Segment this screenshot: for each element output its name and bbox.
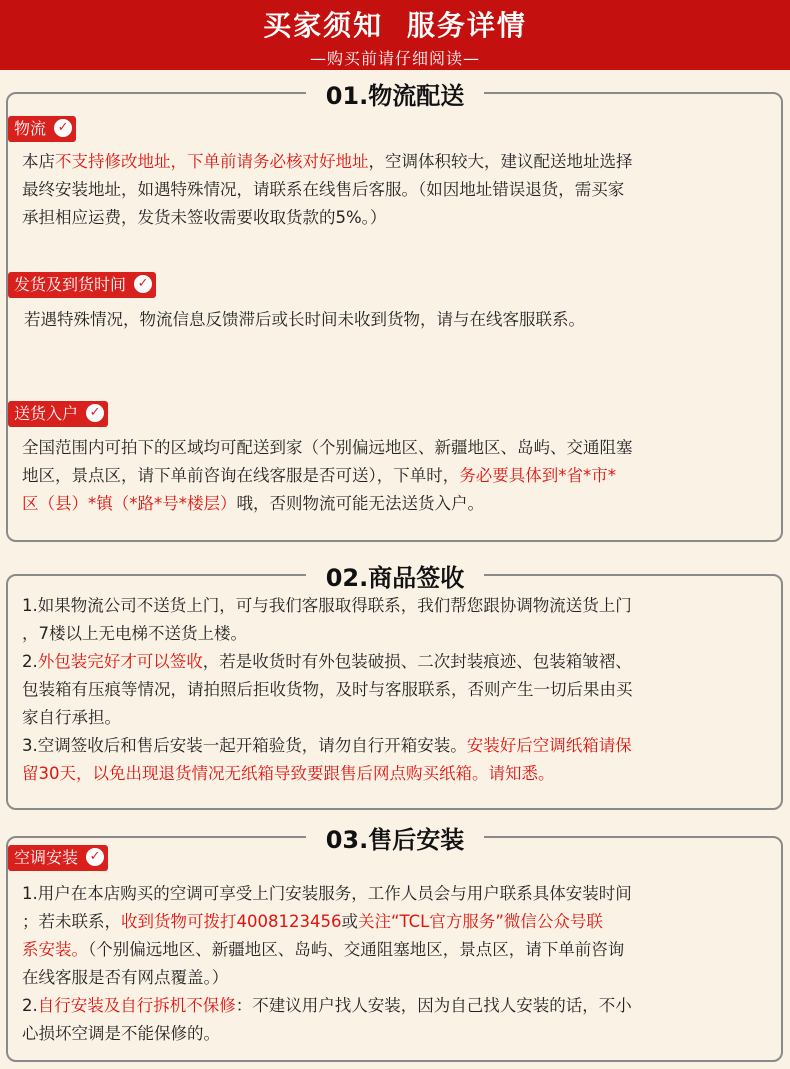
- header-title-right: 服务详情: [406, 9, 527, 42]
- text-section2-l3a: 2.: [22, 652, 38, 671]
- check-circle-icon: ✓: [86, 404, 104, 422]
- section-receipt-title: [0, 558, 790, 593]
- text-section3-l2a: ；若未联系，: [22, 912, 121, 931]
- text-section1-delivery-line3b: 哦，否则物流可能无法送货入户。: [236, 494, 484, 513]
- text-section3-l2-red2: 关注“TCL官方服务”微信公众号联: [357, 912, 603, 931]
- text-section1-delivery-line3-red: 区（县）*镇（*路*号*楼层）: [22, 494, 237, 513]
- check-circle-icon: ✓: [54, 119, 72, 137]
- installation-paragraph: [22, 880, 782, 1048]
- text-section2-l6-red: 安装好后空调纸箱请保: [466, 736, 632, 755]
- header-title-left: 买家须知: [263, 9, 384, 42]
- text-line: [22, 908, 782, 936]
- section-installation-title: [0, 820, 790, 855]
- text-section1-tag-delivery: 送货入户: [14, 404, 79, 423]
- text-section3-l6: 心损坏空调是不能保修的。: [22, 1024, 220, 1043]
- text-section1-tag-shipping: 发货及到货时间: [14, 275, 127, 294]
- text-section2-l2: ，7楼以上无电梯不送货上楼。: [22, 624, 247, 643]
- text-section3-l2b: 或: [341, 912, 358, 931]
- text-section1-logistics-red1: 不支持修改地址，下单前请务必核对好地址: [55, 152, 369, 171]
- text-section3-title: 03.售后安装: [306, 820, 485, 855]
- text-section1-shipping-text: 若遇特殊情况，物流信息反馈滞后或长时间未收到货物，请与在线客服联系。: [24, 310, 585, 329]
- text-section3-l1: 1.用户在本店购买的空调可享受上门安装服务，工作人员会与用户联系具体安装时间: [22, 884, 632, 903]
- text-section2-l3b: ，若是收货时有外包装破损、二次封装痕迹、包装箱皱褶、: [202, 652, 632, 671]
- text-line: [22, 462, 782, 490]
- text-line: [22, 648, 782, 676]
- tag-ac-installation: [8, 845, 108, 871]
- header-title: [0, 0, 790, 44]
- text-section2-l7-red: 留30天，以免出现退货情况无纸箱导致要跟售后网点购买纸箱。请知悉。: [22, 764, 555, 783]
- text-line: [22, 148, 782, 176]
- text-section1-logistics-line3: 承担相应运费，发货未签收需要收取货款的5%。）: [22, 208, 387, 227]
- delivery-paragraph: [22, 434, 782, 518]
- text-section2-l1: 1.如果物流公司不送货上门，可与我们客服取得联系，我们帮您跟协调物流送货上门: [22, 596, 632, 615]
- section-logistics-title: [0, 76, 790, 111]
- text-section3-l5-red: 自行安装及自行拆机不保修: [37, 996, 236, 1015]
- tag-logistics: [8, 116, 76, 142]
- text-section1-title: 01.物流配送: [306, 76, 485, 111]
- text-section1-delivery-line2a: 地区，景点区，请下单前咨询在线客服是否可送），下单时，: [22, 466, 460, 485]
- receipt-paragraph: [22, 592, 782, 788]
- text-section2-l4: 包装箱有压痕等情况，请拍照后拒收货物，及时与客服联系，否则产生一切后果由买: [22, 680, 633, 699]
- logistics-paragraph: [22, 148, 782, 232]
- tag-shipping-time: [8, 272, 156, 298]
- text-section1-tag-logistics: 物流: [14, 119, 47, 138]
- text-section1-logistics-line2: 最终安装地址，如遇特殊情况，请联系在线售后客服。（如因地址错误退货，需买家: [22, 180, 625, 199]
- text-section3-l3b: （个别偏远地区、新疆地区、岛屿、交通阻塞地区，景点区，请下单前咨询: [88, 940, 625, 959]
- text-line: [22, 936, 782, 964]
- header-subtitle: —购买前请仔细阅读—: [309, 49, 480, 68]
- shipping-paragraph: [24, 306, 784, 334]
- text-section3-l5a: 2.: [22, 996, 38, 1015]
- text-line: [22, 732, 782, 760]
- text-line: [22, 490, 782, 518]
- text-section3-l4: 在线客服是否有网点覆盖。）: [22, 968, 229, 987]
- text-section1-logistics-p1: 本店: [22, 152, 55, 171]
- text-section3-l5b: ：不建议用户找人安装，因为自己找人安装的话，不小: [235, 996, 632, 1015]
- text-section2-l3-red: 外包装完好才可以签收: [37, 652, 203, 671]
- text-section1-delivery-line2-red: 务必要具体到*省*市*: [459, 466, 616, 485]
- text-section3-l2-red: 收到货物可拨打4008123456: [121, 912, 342, 931]
- text-section1-delivery-line1: 全国范围内可拍下的区域均可配送到家（个别偏远地区、新疆地区、岛屿、交通阻塞: [22, 438, 633, 457]
- text-section2-l6a: 3.空调签收后和售后安装一起开箱验货，请勿自行开箱安装。: [22, 736, 467, 755]
- text-section1-logistics-p2: ，空调体积较大，建议配送地址选择: [368, 152, 633, 171]
- text-section2-title: 02.商品签收: [306, 558, 485, 593]
- page-header: [0, 0, 790, 70]
- check-circle-icon: ✓: [134, 275, 152, 293]
- tag-home-delivery: [8, 401, 108, 427]
- text-section3-l3-red: 系安装。: [22, 940, 88, 959]
- text-section2-l5: 家自行承担。: [22, 708, 121, 727]
- check-circle-icon: ✓: [86, 848, 104, 866]
- text-section3-tag-install: 空调安装: [14, 848, 79, 867]
- text-line: [22, 992, 782, 1020]
